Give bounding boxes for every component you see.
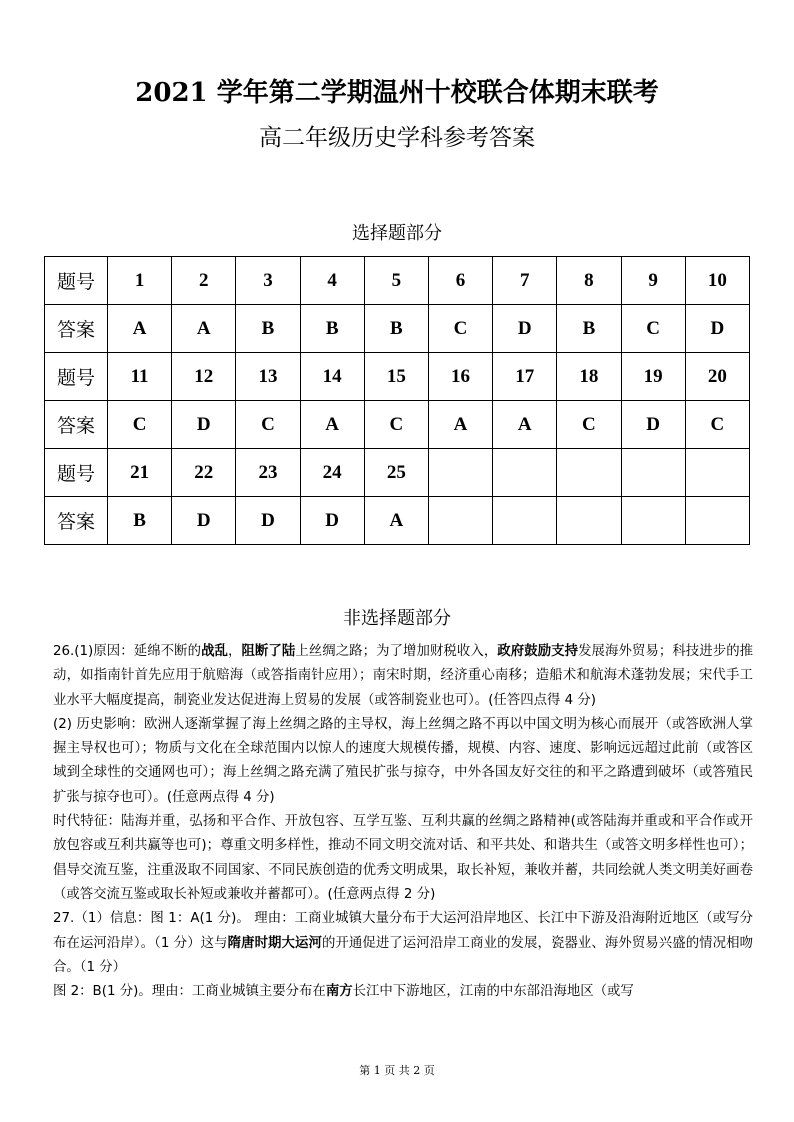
- question-number-cell: 14: [300, 353, 364, 401]
- question-number-row-label: 题号: [45, 257, 108, 305]
- question-number-cell: 6: [428, 257, 492, 305]
- answer-cell: D: [685, 305, 749, 353]
- question-number-cell: 11: [108, 353, 172, 401]
- q27-part2: 图 2：B(1 分)。理由：工商业城镇主要分布在南方长江中下游地区，江南的中东部沿海地区（或写: [53, 984, 634, 1000]
- question-number-cell: 1: [108, 257, 172, 305]
- question-number-cell: [621, 449, 685, 497]
- question-number-cell: [428, 449, 492, 497]
- answer-cell: D: [236, 497, 300, 545]
- answer-cell: A: [172, 305, 236, 353]
- q27-part1: 27.（1）信息：图 1：A(1 分)。 理由：工商业城镇大量分布于大运河沿岸地区、长江中下游及沿海附近地区（或写分布在运河沿岸）。（1 分）这与隋唐时期大运河的开通促进了运河沿岸工商业的发展，瓷器业、海外贸易兴盛的情况相吻合。（1 分）: [53, 911, 753, 975]
- answer-table: [44, 256, 750, 545]
- answer-cell: C: [364, 401, 428, 449]
- question-number-cell: [557, 449, 621, 497]
- answer-cell: D: [172, 401, 236, 449]
- question-number-cell: 8: [557, 257, 621, 305]
- answer-cell: A: [108, 305, 172, 353]
- question-number-cell: 2: [172, 257, 236, 305]
- question-number-cell: 16: [428, 353, 492, 401]
- question-number-row: [45, 449, 750, 497]
- answer-row: [45, 401, 750, 449]
- answer-row: [45, 497, 750, 545]
- answer-cell: [557, 497, 621, 545]
- answer-cell: D: [493, 305, 557, 353]
- answer-cell: B: [364, 305, 428, 353]
- document-subtitle: 高二年级历史学科参考答案: [259, 125, 535, 151]
- question-number-cell: 7: [493, 257, 557, 305]
- question-number-row: [45, 353, 750, 401]
- non-choice-section-heading: 非选择题部分: [343, 608, 451, 629]
- answer-cell: [685, 497, 749, 545]
- answer-cell: A: [493, 401, 557, 449]
- answer-row-label: 答案: [45, 401, 108, 449]
- answer-cell: C: [621, 305, 685, 353]
- answer-cell: A: [364, 497, 428, 545]
- question-number-cell: 23: [236, 449, 300, 497]
- answer-cell: C: [236, 401, 300, 449]
- answer-cell: D: [621, 401, 685, 449]
- answer-cell: A: [428, 401, 492, 449]
- question-number-row: [45, 257, 750, 305]
- question-number-cell: 18: [557, 353, 621, 401]
- answer-cell: C: [108, 401, 172, 449]
- question-number-cell: [685, 449, 749, 497]
- question-number-cell: 19: [621, 353, 685, 401]
- question-number-cell: 10: [685, 257, 749, 305]
- answer-cell: A: [300, 401, 364, 449]
- question-number-cell: 25: [364, 449, 428, 497]
- question-number-cell: 5: [364, 257, 428, 305]
- answer-cell: B: [300, 305, 364, 353]
- answer-cell: [428, 497, 492, 545]
- question-number-row-label: 题号: [45, 353, 108, 401]
- answer-cell: C: [557, 401, 621, 449]
- choice-section-heading: 选择题部分: [352, 223, 442, 244]
- answer-cell: C: [685, 401, 749, 449]
- question-number-cell: 3: [236, 257, 300, 305]
- question-number-cell: 20: [685, 353, 749, 401]
- q26-part3: 时代特征：陆海并重，弘扬和平合作、开放包容、互学互鉴、互利共赢的丝绸之路精神(或答陆海并重或和平合作或开放包容或互利共赢等也可)；尊重文明多样性，推动不同文明交流对话、和平共处、和谐共生（或答文明多样性也可）；倡导交流互鉴，注重汲取不同国家、不同民族创造的优秀文明成果，取长补短，兼收并蓄，共同绘就人类文明美好画卷（或答交流互鉴或取长补短或兼收并蓄都可）。(任意两点得 2 分): [53, 814, 753, 902]
- answer-row-label: 答案: [45, 305, 108, 353]
- answer-cell: D: [300, 497, 364, 545]
- answer-cell: C: [428, 305, 492, 353]
- answer-cell: B: [236, 305, 300, 353]
- question-number-cell: 4: [300, 257, 364, 305]
- question-number-cell: 15: [364, 353, 428, 401]
- question-number-cell: 9: [621, 257, 685, 305]
- document-title: 2021 学年第二学期温州十校联合体期末联考: [135, 78, 659, 108]
- question-number-cell: [493, 449, 557, 497]
- question-number-row-label: 题号: [45, 449, 108, 497]
- page-footer: 第 1 页 共 2 页: [359, 1064, 435, 1077]
- question-number-cell: 13: [236, 353, 300, 401]
- question-number-cell: 24: [300, 449, 364, 497]
- answer-cell: [493, 497, 557, 545]
- answer-cell: D: [172, 497, 236, 545]
- answer-cell: B: [557, 305, 621, 353]
- question-number-cell: 21: [108, 449, 172, 497]
- q26-part1: 26.(1)原因：延绵不断的战乱，阻断了陆上丝绸之路；为了增加财税收入，政府鼓励支持发展海外贸易；科技进步的推动，如指南针首先应用于航赔海（或答指南针应用）；南宋时期，经济重心南移；造船术和航海术蓬勃发展；宋代手工业水平大幅度提高，制瓷业发达促进海上贸易的发展（或答制瓷业也可）。(任答四点得 4 分): [53, 644, 754, 708]
- question-number-cell: 17: [493, 353, 557, 401]
- answer-row-label: 答案: [45, 497, 108, 545]
- q26-part2: (2) 历史影响：欧洲人逐渐掌握了海上丝绸之路的主导权，海上丝绸之路不再以中国文明为核心而展开（或答欧洲人掌握主导权也可）；物质与文化在全球范围内以惊人的速度大规模传播，规模、内容、速度、影响远远超过此前（或答区域到全球性的交通网也可）；海上丝绸之路充满了殖民扩张与掠夺，中外各国友好交往的和平之路遭到破坏（或答殖民扩张与掠夺也可）。(任意两点得 4 分): [53, 716, 753, 805]
- answer-cell: B: [108, 497, 172, 545]
- question-number-cell: 12: [172, 353, 236, 401]
- answer-cell: [621, 497, 685, 545]
- question-number-cell: 22: [172, 449, 236, 497]
- answer-row: [45, 305, 750, 353]
- answer-text-body: [53, 640, 753, 1004]
